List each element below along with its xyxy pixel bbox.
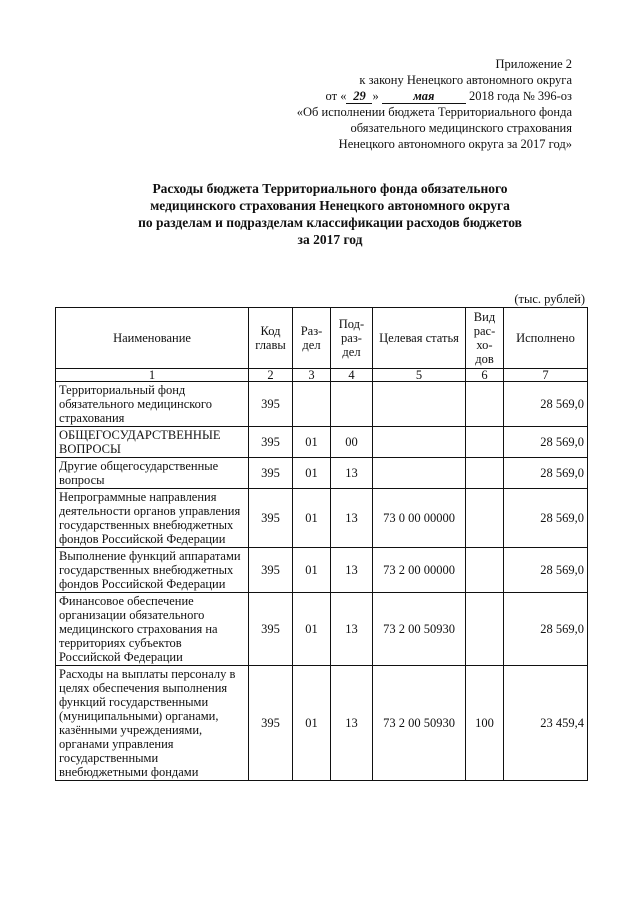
cell-code: 395 bbox=[249, 382, 293, 427]
appendix-law-title-2: обязательного медицинского страхования bbox=[350, 121, 572, 135]
cell-subsection: 13 bbox=[331, 548, 373, 593]
appendix-block bbox=[242, 56, 572, 152]
date-day-handwritten: 29 bbox=[346, 89, 372, 104]
title-line-1: Расходы бюджета Территориального фонда обязательного bbox=[152, 181, 508, 196]
cell-expense-type bbox=[466, 458, 504, 489]
date-prefix: от « bbox=[325, 89, 347, 103]
cell-code: 395 bbox=[249, 548, 293, 593]
cell-expense-type bbox=[466, 593, 504, 666]
date-month-handwritten: мая bbox=[382, 89, 466, 104]
col-number: 2 bbox=[249, 369, 293, 382]
table-header-row bbox=[56, 308, 588, 369]
cell-executed: 28 569,0 bbox=[504, 489, 588, 548]
col-number: 5 bbox=[373, 369, 466, 382]
col-number: 7 bbox=[504, 369, 588, 382]
cell-section: 01 bbox=[293, 458, 331, 489]
cell-code: 395 bbox=[249, 666, 293, 781]
cell-target bbox=[373, 458, 466, 489]
col-header-executed: Исполнено bbox=[504, 308, 588, 369]
cell-expense-type bbox=[466, 548, 504, 593]
cell-subsection: 13 bbox=[331, 593, 373, 666]
cell-target bbox=[373, 382, 466, 427]
document-title bbox=[80, 180, 580, 248]
cell-name: Другие общегосударственные вопросы bbox=[56, 458, 249, 489]
cell-subsection bbox=[331, 382, 373, 427]
col-number: 4 bbox=[331, 369, 373, 382]
cell-executed: 28 569,0 bbox=[504, 593, 588, 666]
table-row bbox=[56, 593, 588, 666]
table-row bbox=[56, 548, 588, 593]
title-line-2: медицинского страхования Ненецкого автономного округа bbox=[150, 198, 510, 213]
col-number: 1 bbox=[56, 369, 249, 382]
col-header-code: Код главы bbox=[249, 308, 293, 369]
cell-section: 01 bbox=[293, 593, 331, 666]
table-row bbox=[56, 666, 588, 781]
cell-name: Выполнение функций аппаратами государственных внебюджетных фондов Российской Федерации bbox=[56, 548, 249, 593]
cell-executed: 28 569,0 bbox=[504, 382, 588, 427]
cell-target: 73 2 00 50930 bbox=[373, 593, 466, 666]
cell-section: 01 bbox=[293, 427, 331, 458]
cell-executed: 28 569,0 bbox=[504, 427, 588, 458]
cell-target bbox=[373, 427, 466, 458]
col-header-target: Целевая статья bbox=[373, 308, 466, 369]
cell-executed: 23 459,4 bbox=[504, 666, 588, 781]
col-number: 3 bbox=[293, 369, 331, 382]
cell-subsection: 13 bbox=[331, 666, 373, 781]
cell-section: 01 bbox=[293, 489, 331, 548]
table-row bbox=[56, 458, 588, 489]
cell-expense-type bbox=[466, 489, 504, 548]
cell-name: Финансовое обеспечение организации обязательного медицинского страхования на территориях субъектов Российской Федерации bbox=[56, 593, 249, 666]
appendix-title: Приложение 2 bbox=[495, 57, 572, 71]
cell-target: 73 2 00 50930 bbox=[373, 666, 466, 781]
col-header-name: Наименование bbox=[56, 308, 249, 369]
expenses-table bbox=[55, 307, 588, 781]
title-line-4: за 2017 год bbox=[297, 232, 363, 247]
col-header-section: Раз-дел bbox=[293, 308, 331, 369]
appendix-date-line bbox=[242, 88, 572, 104]
col-number: 6 bbox=[466, 369, 504, 382]
column-number-row bbox=[56, 369, 588, 382]
table-row bbox=[56, 382, 588, 427]
cell-subsection: 13 bbox=[331, 458, 373, 489]
cell-subsection: 00 bbox=[331, 427, 373, 458]
title-line-3: по разделам и подразделам классификации расходов бюджетов bbox=[138, 215, 522, 230]
cell-expense-type bbox=[466, 427, 504, 458]
cell-target: 73 2 00 00000 bbox=[373, 548, 466, 593]
cell-code: 395 bbox=[249, 593, 293, 666]
cell-code: 395 bbox=[249, 489, 293, 548]
appendix-law-ref: к закону Ненецкого автономного округа bbox=[359, 73, 572, 87]
table-row bbox=[56, 489, 588, 548]
date-mid: » bbox=[372, 89, 379, 103]
date-suffix: 2018 года № 396-оз bbox=[468, 89, 572, 103]
col-header-subsection: Под-раз-дел bbox=[331, 308, 373, 369]
cell-name: ОБЩЕГОСУДАРСТВЕННЫЕ ВОПРОСЫ bbox=[56, 427, 249, 458]
cell-executed: 28 569,0 bbox=[504, 548, 588, 593]
cell-section: 01 bbox=[293, 548, 331, 593]
cell-expense-type bbox=[466, 382, 504, 427]
cell-code: 395 bbox=[249, 458, 293, 489]
appendix-law-title-1: «Об исполнении бюджета Территориального фонда bbox=[296, 105, 572, 119]
cell-name: Непрограммные направления деятельности органов управления государственных внебюджетных фондов Российской Федерации bbox=[56, 489, 249, 548]
cell-section: 01 bbox=[293, 666, 331, 781]
cell-code: 395 bbox=[249, 427, 293, 458]
cell-executed: 28 569,0 bbox=[504, 458, 588, 489]
table-row bbox=[56, 427, 588, 458]
units-label: (тыс. рублей) bbox=[514, 292, 585, 306]
appendix-law-title-3: Ненецкого автономного округа за 2017 год» bbox=[338, 137, 572, 151]
cell-name: Расходы на выплаты персоналу в целях обеспечения выполнения функций государственными (муниципальными) органами, казёнными учреждениями, органами управления государственными внебюджетными фондами bbox=[56, 666, 249, 781]
cell-subsection: 13 bbox=[331, 489, 373, 548]
cell-expense-type: 100 bbox=[466, 666, 504, 781]
cell-section bbox=[293, 382, 331, 427]
col-header-expense-type: Вид рас-хо-дов bbox=[466, 308, 504, 369]
cell-name: Территориальный фонд обязательного медицинского страхования bbox=[56, 382, 249, 427]
cell-target: 73 0 00 00000 bbox=[373, 489, 466, 548]
